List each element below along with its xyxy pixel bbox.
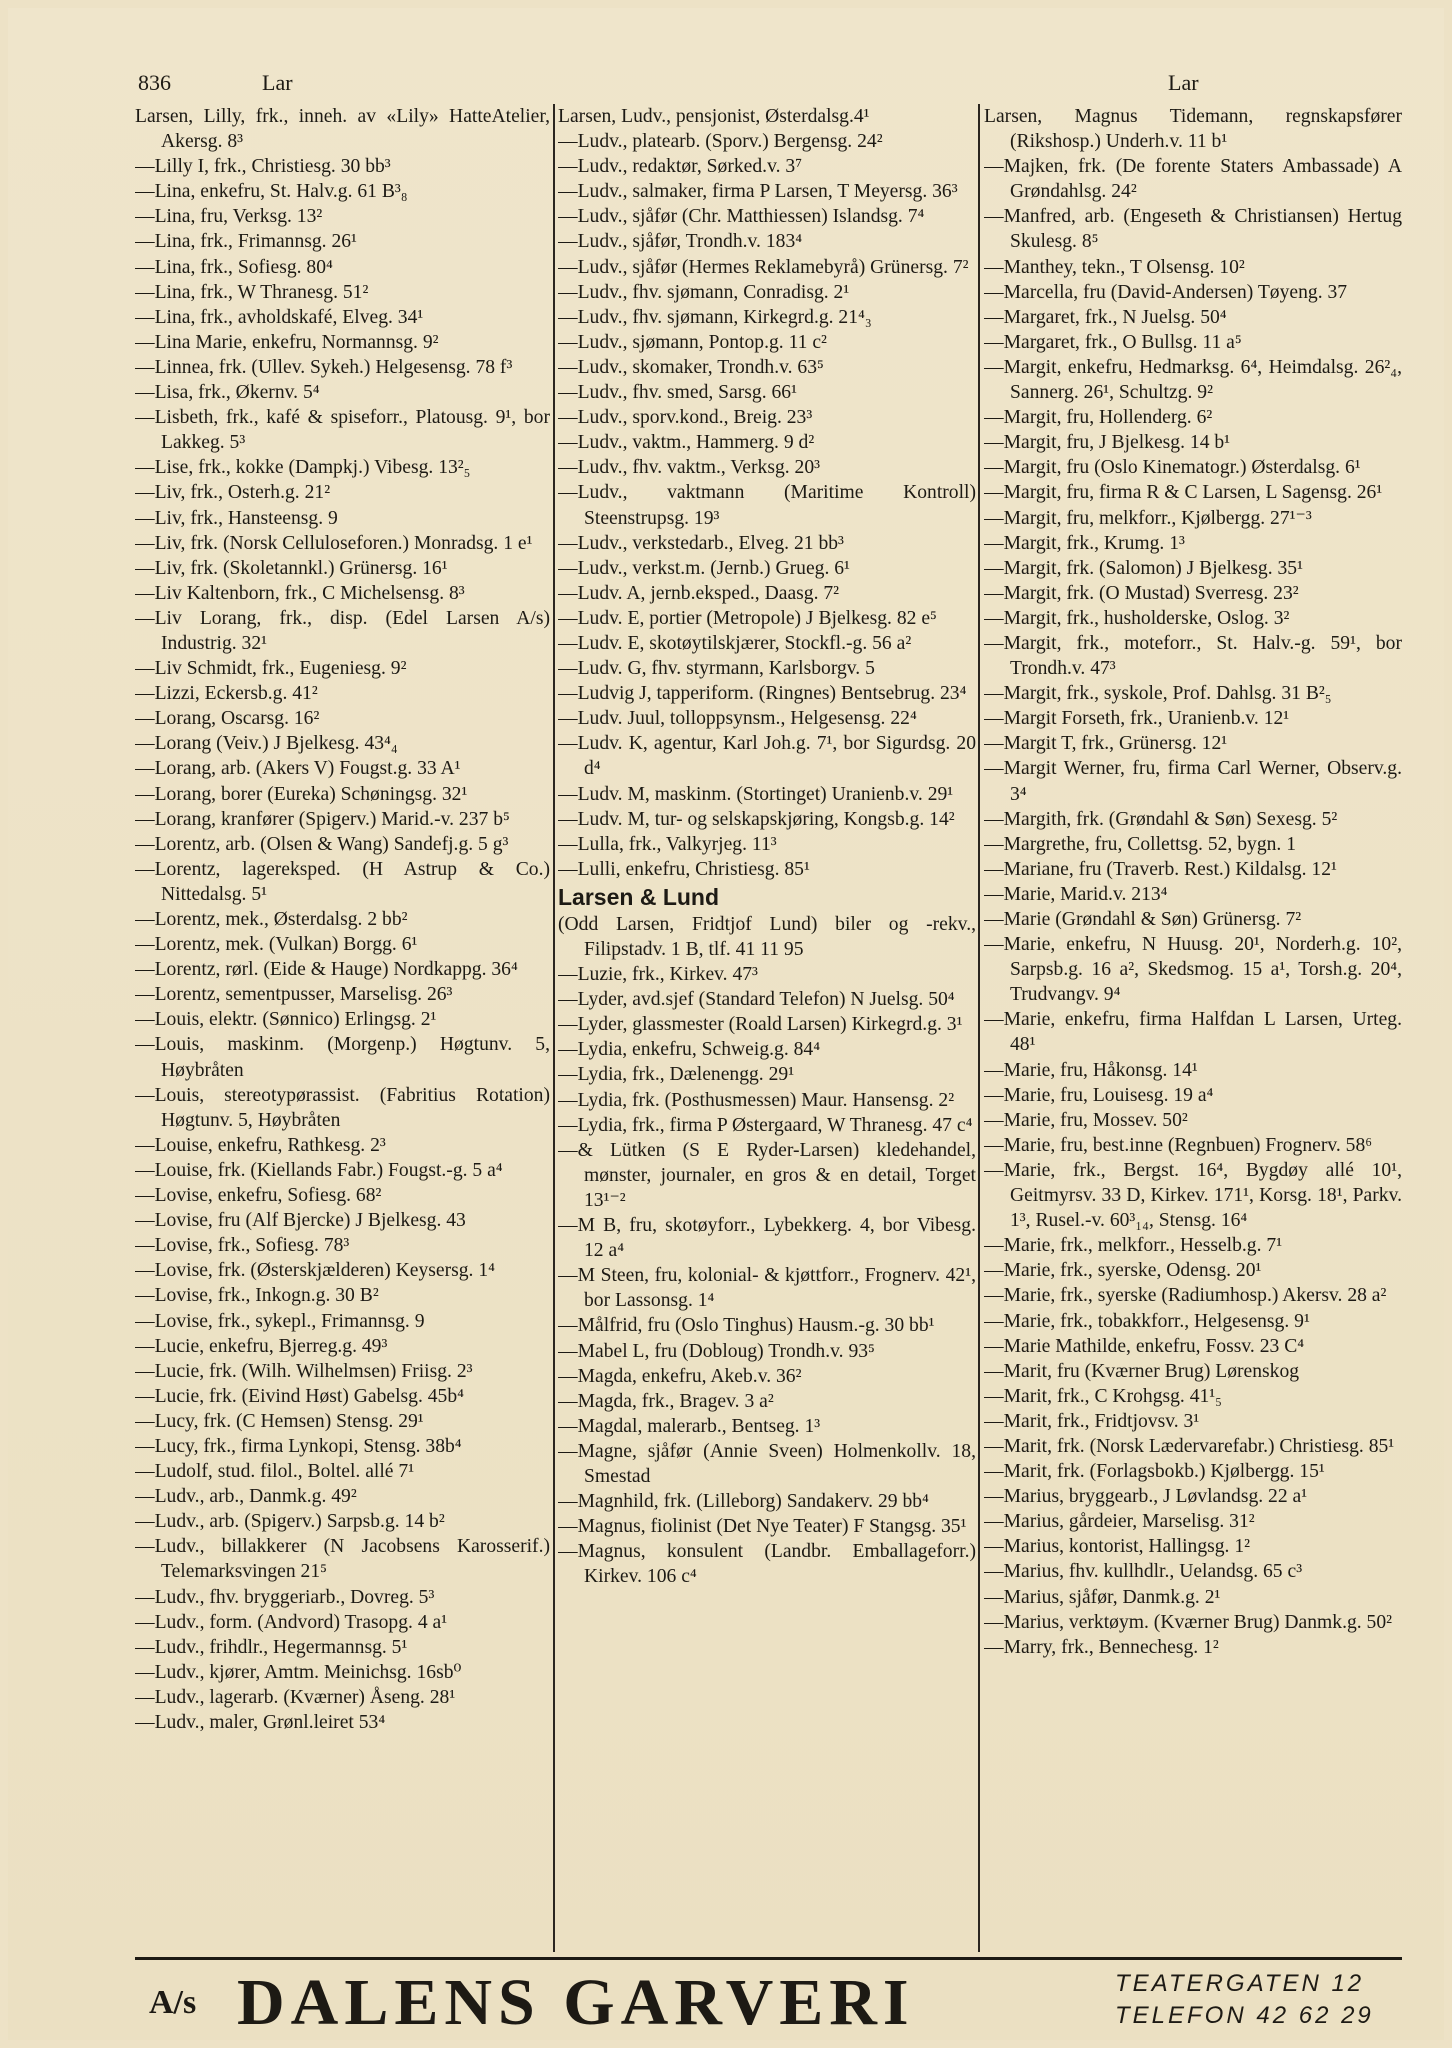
directory-entry: —Marie, fru, Mossev. 50²: [984, 1109, 1188, 1131]
directory-entry: —Ludv. K, agentur, Karl Joh.g. 7¹, bor Sigurdsg. 20 d⁴: [558, 733, 976, 780]
directory-entry: —Magnus, konsulent (Landbr. Emballageforr.) Kirkev. 106 c⁴: [558, 1541, 976, 1588]
directory-entry: —Lorentz, lagereksped. (H Astrup & Co.) Nittedalsg. 5¹: [135, 858, 550, 905]
directory-entry: —Marie, Marid.v. 213⁴: [984, 883, 1168, 905]
directory-entry: —Ludv. G, fhv. styrmann, Karlsborgv. 5: [558, 658, 875, 680]
directory-entry: —Lulli, enkefru, Christiesg. 85¹: [558, 858, 810, 880]
directory-entry: —Ludv., fhv. smed, Sarsg. 66¹: [558, 382, 797, 404]
directory-entry: —Lilly I, frk., Christiesg. 30 bb³: [135, 156, 391, 178]
directory-entry: —Lydia, frk., Dælenengg. 29¹: [558, 1064, 795, 1086]
directory-entry: —Marie, enkefru, firma Halfdan L Larsen, Urteg. 48¹: [984, 1009, 1402, 1056]
directory-entry: —Lizzi, Eckersb.g. 41²: [135, 683, 318, 705]
column-2: [558, 104, 976, 1954]
directory-entry: —Ludv., fhv. sjømann, Kirkegrd.g. 21⁴₃: [558, 306, 872, 328]
directory-entry: —Marie, frk., melkforr., Hesselb.g. 7¹: [984, 1235, 1283, 1257]
directory-entry: —Ludv., sjåfør, Trondh.v. 183⁴: [558, 231, 803, 253]
directory-entry: —Lorentz, mek. (Vulkan) Borgg. 6¹: [135, 934, 418, 956]
directory-entry: —Margit, fru, J Bjelkesg. 14 b¹: [984, 432, 1231, 454]
directory-entry: —Ludv., billakkerer (N Jacobsens Karosserif.) Telemarksvingen 21⁵: [135, 1536, 550, 1583]
directory-entry: —Målfrid, fru (Oslo Tinghus) Hausm.-g. 30 bb¹: [558, 1315, 935, 1337]
directory-entry: —Ludv., fhv. sjømann, Conradisg. 2¹: [558, 281, 850, 303]
directory-entry: —Ludv., maler, Grønl.leiret 53⁴: [135, 1712, 386, 1733]
directory-entry: —Lyder, glassmester (Roald Larsen) Kirkegrd.g. 3¹: [558, 1014, 963, 1036]
directory-entry: —Marit, frk., Fridtjovsv. 3¹: [984, 1410, 1200, 1432]
running-head-right: Lar: [1168, 70, 1199, 95]
directory-entry: —Marius, fhv. kullhdlr., Uelandsg. 65 c³: [984, 1561, 1303, 1583]
column-divider: [978, 104, 980, 1952]
directory-entry: —Lovise, frk., sykepl., Frimannsg. 9: [135, 1310, 425, 1332]
advert-prefix: A/s: [149, 1984, 197, 2021]
directory-entry: —Lucie, frk. (Wilh. Wilhelmsen) Friisg. 2³: [135, 1360, 473, 1382]
running-head-left: Lar: [262, 70, 293, 95]
directory-entry: —Lina Marie, enkefru, Normannsg. 9²: [135, 331, 439, 353]
directory-entry: —Margaret, frk., O Bullsg. 11 a⁵: [984, 331, 1242, 353]
column-3: [984, 104, 1402, 1954]
directory-entry: —Ludv., fhv. bryggeriarb., Dovreg. 5³: [135, 1586, 435, 1608]
directory-entry: —Margit, fru, firma R & C Larsen, L Sagensg. 26¹: [984, 482, 1383, 504]
column-divider: [553, 104, 555, 1952]
advertisement: [135, 1968, 1402, 2038]
directory-entry: —Lina, enkefru, St. Halv.g. 61 B³₈: [135, 181, 408, 203]
directory-entry: —& Lütken (S E Ryder-Larsen) kledehandel, mønster, journaler, en gros & en detail, Torget 13¹⁻²: [558, 1139, 976, 1211]
directory-entry: —Ludv., sjåfør (Chr. Matthiessen) Islandsg. 7⁴: [558, 206, 925, 228]
directory-entry: —Ludv., arb., Danmk.g. 49²: [135, 1486, 357, 1508]
directory-entry: —Ludv. M, tur- og selskapskjøring, Kongsb.g. 14²: [558, 808, 955, 830]
directory-entry: —Ludv. A, jernb.eksped., Daasg. 7²: [558, 582, 840, 604]
directory-entry: —Lucy, frk. (C Hemsen) Stensg. 29¹: [135, 1410, 424, 1432]
directory-entry: —Lorang, arb. (Akers V) Fougst.g. 33 A¹: [135, 758, 461, 780]
directory-entry: —Marius, bryggearb., J Løvlandsg. 22 a¹: [984, 1486, 1308, 1508]
directory-entry: —Ludv., sjåfør (Hermes Reklamebyrå) Grünersg. 7²: [558, 256, 969, 278]
directory-entry: —Marie Mathilde, enkefru, Fossv. 23 C⁴: [984, 1335, 1305, 1357]
directory-entry: —Magnhild, frk. (Lilleborg) Sandakerv. 29 bb⁴: [558, 1491, 929, 1513]
directory-entry: (Odd Larsen, Fridtjof Lund) biler og -rekv., Filipstadv. 1 B, tlf. 41 11 95: [558, 913, 976, 960]
directory-entry: —Marie, enkefru, N Huusg. 20¹, Norderh.g. 10², Sarpsb.g. 16 a², Skedsmog. 15 a¹, Torsh.g. 20⁴, Trudvangv. 9⁴: [984, 934, 1402, 1006]
directory-entry: —Lorang (Veiv.) J Bjelkesg. 43⁴₄: [135, 733, 398, 755]
directory-entry: —Marit, frk. (Norsk Lædervarefabr.) Christiesg. 85¹: [984, 1435, 1395, 1457]
directory-entry: —Marius, kontorist, Hallingsg. 1²: [984, 1536, 1251, 1558]
directory-entry: —Ludv., skomaker, Trondh.v. 63⁵: [558, 356, 824, 378]
directory-entry: —Marcella, fru (David-Andersen) Tøyeng. 37: [984, 281, 1348, 303]
directory-entry: —Magda, enkefru, Akeb.v. 36²: [558, 1365, 802, 1387]
directory-entry: —Linnea, frk. (Ullev. Sykeh.) Helgesensg. 78 f³: [135, 356, 513, 378]
directory-entry: —Margit, frk. (Salomon) J Bjelkesg. 35¹: [984, 557, 1303, 579]
directory-entry: —Ludolf, stud. filol., Boltel. allé 7¹: [135, 1461, 415, 1483]
directory-entry: —Marit, frk., C Krohgsg. 41¹₅: [984, 1385, 1223, 1407]
directory-entry: —Margit Forseth, frk., Uranienb.v. 12¹: [984, 708, 1290, 730]
directory-entry: —Luzie, frk., Kirkev. 47³: [558, 964, 758, 986]
directory-entry: —Ludv., salmaker, firma P Larsen, T Meyersg. 36³: [558, 181, 958, 203]
directory-entry: —Liv, frk., Osterh.g. 21²: [135, 482, 331, 504]
directory-entry: —Majken, frk. (De forente Staters Ambassade) A Grøndahlsg. 24²: [984, 156, 1402, 203]
directory-entry: —Manfred, arb. (Engeseth & Christiansen) Hertug Skulesg. 8⁵: [984, 206, 1402, 253]
directory-entry: —Lovise, frk. (Østerskjælderen) Keysersg. 1⁴: [135, 1260, 495, 1282]
directory-entry: —Ludv., lagerarb. (Kværner) Åseng. 28¹: [135, 1686, 456, 1708]
directory-entry: —Louise, enkefru, Rathkesg. 2³: [135, 1134, 386, 1156]
directory-entry: —Mariane, fru (Traverb. Rest.) Kildalsg. 12¹: [984, 858, 1337, 880]
directory-entry: —Margit, frk., moteforr., St. Halv.-g. 59¹, bor Trondh.v. 47³: [984, 632, 1402, 680]
directory-entry: —Lydia, frk. (Posthusmessen) Maur. Hansensg. 2²: [558, 1089, 955, 1111]
directory-entry: —Margith, frk. (Grøndahl & Søn) Sexesg. 5²: [984, 808, 1338, 830]
directory-entry: —Marie, frk., tobakkforr., Helgesensg. 9¹: [984, 1310, 1310, 1332]
directory-entry: —Lise, frk., kokke (Dampkj.) Vibesg. 13²₅: [135, 457, 471, 479]
directory-entry: —Liv Lorang, frk., disp. (Edel Larsen A/s) Industrig. 32¹: [135, 607, 550, 654]
directory-entry: —Lovise, fru (Alf Bjercke) J Bjelkesg. 43: [135, 1210, 466, 1232]
page-number: 836: [138, 70, 171, 95]
advert-rule: [135, 1957, 1402, 1960]
directory-entry: —Ludv. M, maskinm. (Stortinget) Uranienb.v. 29¹: [558, 783, 954, 805]
directory-entry: —Ludv. Juul, tolloppsynsm., Helgesensg. 22⁴: [558, 708, 917, 730]
directory-entry: —Lisbeth, frk., kafé & spiseforr., Platousg. 9¹, bor Lakkeg. 5³: [135, 407, 550, 454]
directory-entry: —Ludv., verkstedarb., Elveg. 21 bb³: [558, 532, 844, 554]
directory-entry: —Lucie, frk. (Eivind Høst) Gabelsg. 45b⁴: [135, 1385, 464, 1407]
directory-entry: —Margaret, frk., N Juelsg. 50⁴: [984, 306, 1227, 328]
directory-entry: —Ludv., sjømann, Pontop.g. 11 c²: [558, 331, 827, 353]
directory-entry: —Ludv., form. (Andvord) Trasopg. 4 a¹: [135, 1611, 448, 1633]
directory-entry: —Louis, elektr. (Sønnico) Erlingsg. 2¹: [135, 1009, 437, 1031]
directory-entry: Larsen, Ludv., pensjonist, Østerdalsg.4¹: [558, 106, 870, 127]
directory-entry: —Lovise, frk., Sofiesg. 78³: [135, 1235, 350, 1257]
directory-entry: —Liv, frk. (Norsk Celluloseforen.) Monradsg. 1 e¹: [135, 532, 533, 554]
advert-company-name: DALENS GARVERI: [237, 1966, 915, 2039]
directory-entry: —Lorang, Oscarsg. 16²: [135, 708, 320, 730]
directory-entry: —Magne, sjåfør (Annie Sveen) Holmenkollv. 18, Smestad: [558, 1440, 976, 1487]
directory-entry: —Lydia, frk., firma P Østergaard, W Thranesg. 47 c⁴: [558, 1114, 973, 1136]
advert-address: TEATERGATEN 12: [1115, 1970, 1365, 1997]
directory-entry: —Margit, enkefru, Hedmarksg. 6⁴, Heimdalsg. 26²₄, Sannerg. 26¹, Schultzg. 9²: [984, 356, 1402, 404]
directory-entry: —M B, fru, skotøyforr., Lybekkerg. 4, bor Vibesg. 12 a⁴: [558, 1215, 976, 1262]
directory-entry: —Margit, frk., Krumg. 1³: [984, 532, 1185, 554]
directory-entry: —Lorentz, sementpusser, Marselisg. 26³: [135, 984, 453, 1006]
directory-entry: —Lorang, kranfører (Spigerv.) Marid.-v. 237 b⁵: [135, 808, 510, 830]
directory-entry: Larsen, Magnus Tidemann, regnskapsfører (Rikshosp.) Underh.v. 11 b¹: [984, 106, 1402, 153]
directory-entry: —Ludv., vaktm., Hammerg. 9 d²: [558, 432, 815, 454]
directory-entry: —Ludvig J, tapperiform. (Ringnes) Bentsebrug. 23⁴: [558, 683, 967, 705]
directory-entry: —Lorentz, arb. (Olsen & Wang) Sandefj.g. 5 g³: [135, 833, 509, 855]
directory-entry: —Marius, gårdeier, Marselisg. 31²: [984, 1511, 1255, 1533]
directory-entry: —Lucie, enkefru, Bjerreg.g. 49³: [135, 1335, 388, 1357]
directory-entry: —Ludv., frihdlr., Hegermannsg. 5¹: [135, 1636, 408, 1658]
directory-entry: —Louise, frk. (Kiellands Fabr.) Fougst.-g. 5 a⁴: [135, 1159, 503, 1181]
directory-entry: —Lina, frk., Frimannsg. 26¹: [135, 231, 357, 253]
directory-entry: —Lucy, frk., firma Lynkopi, Stensg. 38b⁴: [135, 1435, 462, 1457]
directory-entry: —Margit, frk. (O Mustad) Sverresg. 23²: [984, 582, 1299, 604]
directory-entry: —Marie, fru, Louisesg. 19 a⁴: [984, 1084, 1214, 1106]
advert-phone: TELEFON 42 62 29: [1115, 2002, 1374, 2029]
directory-entry: —Lydia, enkefru, Schweig.g. 84⁴: [558, 1039, 821, 1061]
directory-entry: —Louis, maskinm. (Morgenp.) Høgtunv. 5, Høybråten: [135, 1034, 550, 1081]
directory-entry: —Ludv., sporv.kond., Breig. 23³: [558, 407, 813, 429]
directory-entry: —Liv, frk. (Skoletannkl.) Grünersg. 16¹: [135, 557, 448, 579]
directory-entry: —Margit, fru (Oslo Kinematogr.) Østerdalsg. 6¹: [984, 457, 1361, 479]
directory-entry: —Lovise, frk., Inkogn.g. 30 B²: [135, 1285, 379, 1307]
directory-entry: —Ludv., fhv. vaktm., Verksg. 20³: [558, 457, 821, 479]
directory-entry: —Marie, fru, best.inne (Regnbuen) Frognerv. 58⁶: [984, 1134, 1373, 1156]
directory-entry: —Ludv., redaktør, Sørked.v. 3⁷: [558, 156, 803, 178]
directory-entry: —Ludv. E, skotøytilskjærer, Stockfl.-g. 56 a²: [558, 632, 912, 654]
directory-entry: —Lulla, frk., Valkyrjeg. 11³: [558, 833, 777, 855]
directory-entry: —Lorang, borer (Eureka) Schøningsg. 32¹: [135, 783, 468, 805]
directory-entry: —Liv, frk., Hansteensg. 9: [135, 507, 338, 529]
directory-entry: —Louis, stereotypørassist. (Fabritius Rotation) Høgtunv. 5, Høybråten: [135, 1084, 550, 1131]
directory-entry: —Lorentz, mek., Østerdalsg. 2 bb²: [135, 909, 408, 930]
directory-entry: —Lorentz, rørl. (Eide & Hauge) Nordkappg. 36⁴: [135, 959, 518, 981]
directory-entry: —Marie, frk., syerske, Odensg. 20¹: [984, 1260, 1262, 1282]
directory-entry: —Marit, frk. (Forlagsbokb.) Kjølbergg. 15¹: [984, 1461, 1325, 1483]
directory-entry: —Lina, frk., avholdskafé, Elveg. 34¹: [135, 306, 424, 328]
directory-entry: —Lina, frk., Sofiesg. 80⁴: [135, 256, 333, 278]
directory-entry: —Ludv., platearb. (Sporv.) Bergensg. 24²: [558, 131, 883, 153]
directory-entry: —Ludv., vaktmann (Maritime Kontroll) Steenstrupsg. 19³: [558, 482, 976, 529]
directory-entry: —Marie, frk., Bergst. 16⁴, Bygdøy allé 10¹, Geitmyrsv. 33 D, Kirkev. 171¹, Korsg. 18¹, Parkv. 1³, Rusel.-v. 60³₁₄, Stensg. 16⁴: [984, 1159, 1402, 1232]
directory-entry: —Manthey, tekn., T Olsensg. 10²: [984, 256, 1245, 278]
directory-entry: —Marie (Grøndahl & Søn) Grünersg. 7²: [984, 909, 1302, 930]
directory-entry: —Margit, frk., husholderske, Oslog. 3²: [984, 607, 1290, 629]
directory-entry: —Marie, fru, Håkonsg. 14¹: [984, 1059, 1198, 1081]
directory-entry: —Lyder, avd.sjef (Standard Telefon) N Juelsg. 50⁴: [558, 989, 955, 1011]
directory-entry: —Ludv., verkst.m. (Jernb.) Grueg. 6¹: [558, 557, 850, 579]
directory-entry: —Magnus, fiolinist (Det Nye Teater) F Stangsg. 35¹: [558, 1516, 967, 1538]
directory-entry: —Magdal, malerarb., Bentseg. 1³: [558, 1415, 821, 1437]
directory-entry: —Ludv., kjører, Amtm. Meinichsg. 16sb⁰: [135, 1661, 462, 1683]
directory-entry: Larsen, Lilly, frk., inneh. av «Lily» HatteAtelier, Akersg. 8³: [135, 106, 550, 153]
directory-entry: —Margrethe, fru, Collettsg. 52, bygn. 1: [984, 833, 1297, 855]
directory-entry: —Marry, frk., Bennechesg. 1²: [984, 1636, 1219, 1658]
directory-entry: —Lovise, enkefru, Sofiesg. 68²: [135, 1185, 382, 1207]
directory-entry: —Margit, fru, Hollenderg. 6²: [984, 407, 1213, 429]
directory-entry: —Magda, frk., Bragev. 3 a²: [558, 1390, 774, 1412]
directory-entry: —Margit, frk., syskole, Prof. Dahlsg. 31 B²₅: [984, 683, 1332, 705]
directory-entry: —Marit, fru (Kværner Brug) Lørenskog: [984, 1360, 1300, 1382]
directory-entry: —Liv Kaltenborn, frk., C Michelsensg. 8³: [135, 582, 465, 604]
directory-entry: —Lina, fru, Verksg. 13²: [135, 206, 323, 228]
firm-heading: Larsen & Lund: [558, 883, 720, 910]
directory-entry: —Lina, frk., W Thranesg. 51²: [135, 281, 369, 303]
directory-entry: —Margit Werner, fru, firma Carl Werner, Observ.g. 3⁴: [984, 758, 1402, 805]
directory-entry: —Ludv., arb. (Spigerv.) Sarpsb.g. 14 b²: [135, 1511, 445, 1533]
directory-entry: —Mabel L, fru (Dobloug) Trondh.v. 93⁵: [558, 1340, 875, 1362]
directory-entry: —Margit T, frk., Grünersg. 12¹: [984, 733, 1228, 755]
column-1: [135, 104, 550, 1954]
directory-entry: —Lisa, frk., Økernv. 5⁴: [135, 382, 320, 404]
directory-entry: —Ludv. E, portier (Metropole) J Bjelkesg. 82 e⁵: [558, 607, 937, 629]
directory-entry: —M Steen, fru, kolonial- & kjøttforr., Frognerv. 42¹, bor Lassonsg. 1⁴: [558, 1265, 976, 1312]
directory-entry: —Margit, fru, melkforr., Kjølbergg. 27¹⁻³: [984, 507, 1312, 529]
directory-entry: —Marius, sjåfør, Danmk.g. 2¹: [984, 1586, 1221, 1608]
directory-entry: —Liv Schmidt, frk., Eugeniesg. 9²: [135, 658, 407, 680]
directory-entry: —Marius, verktøym. (Kværner Brug) Danmk.g. 50²: [984, 1611, 1393, 1633]
directory-entry: —Marie, frk., syerske (Radiumhosp.) Akersv. 28 a²: [984, 1285, 1387, 1307]
